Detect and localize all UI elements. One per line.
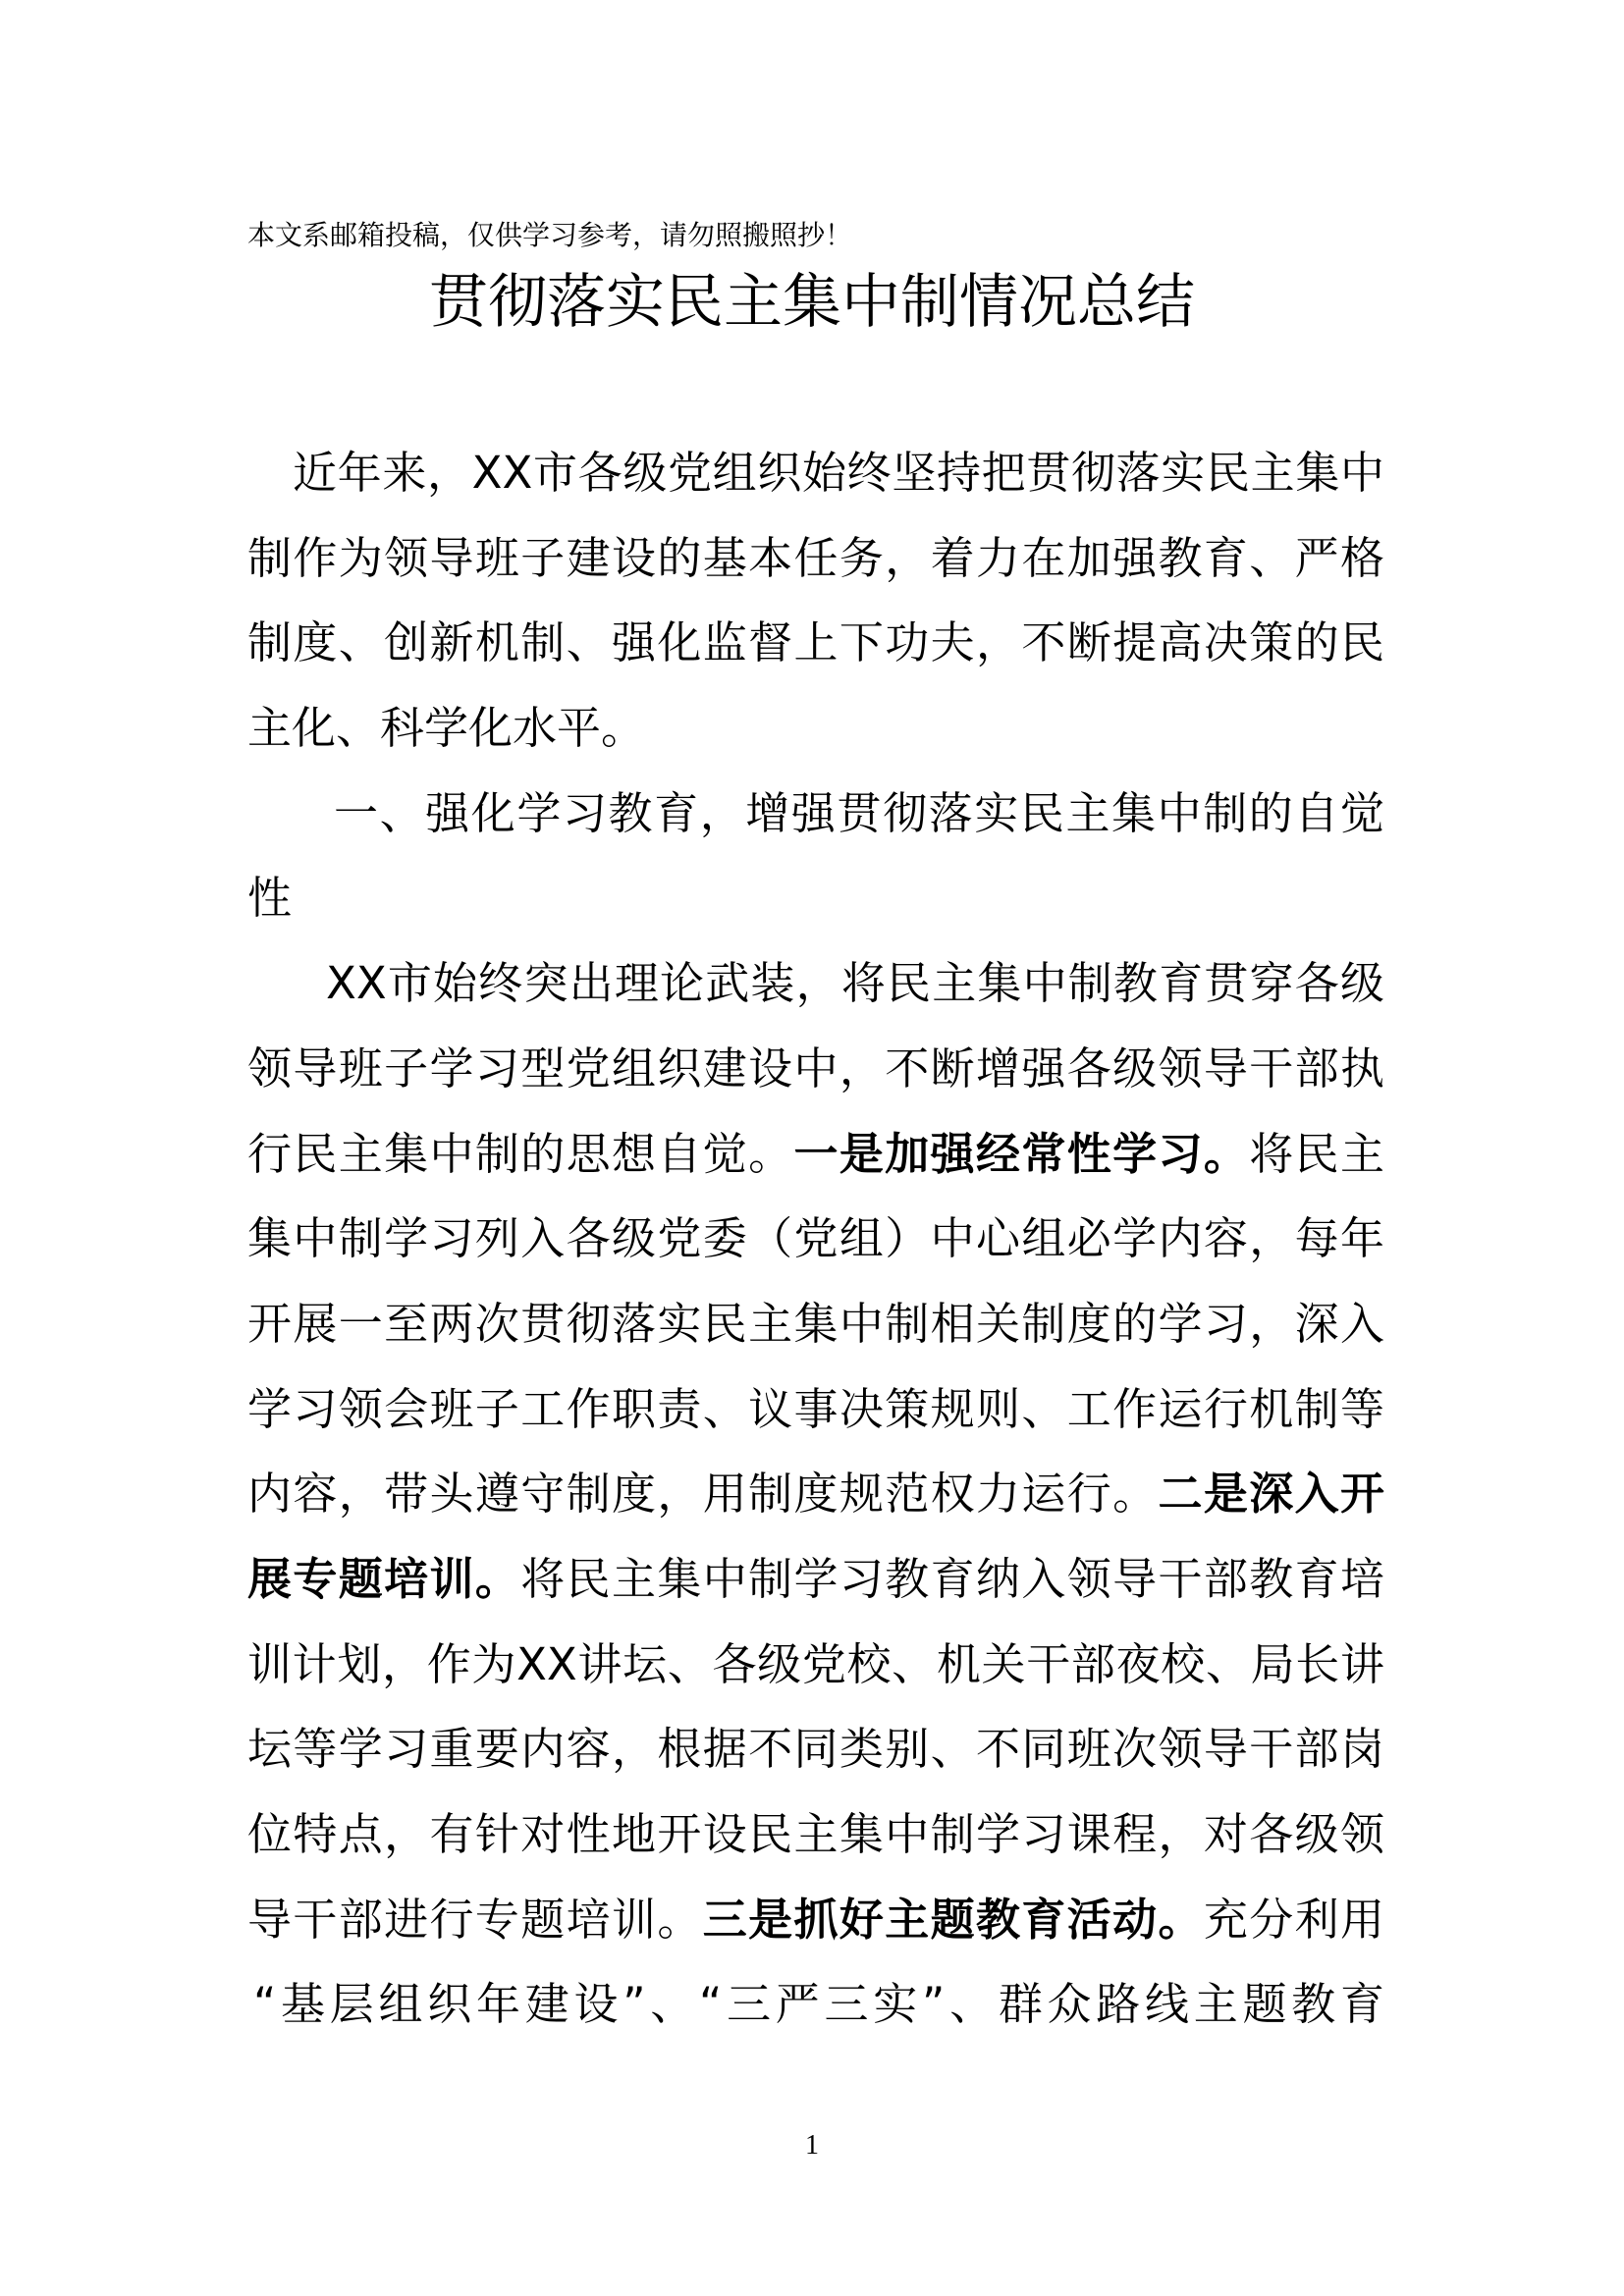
text-segment: 内容，带头遵守制度，用制度规范权力运行。 [247, 1468, 1159, 1521]
text-line [247, 1197, 1384, 1282]
text-line [247, 856, 1384, 941]
text-line [247, 1282, 1384, 1367]
text-line [247, 1452, 1384, 1537]
text-segment: 主化、科学化水平。 [247, 702, 646, 755]
text-segment: 行民主集中制的思想自觉。 [247, 1127, 794, 1180]
text-line [247, 772, 1384, 857]
text-segment: 充分利用 [1203, 1893, 1384, 1946]
text-segment: 近年来，XX市各级党组织始终坚持把贯彻落实民主集中 [293, 447, 1384, 499]
text-segment: 将民主集中制学习教育纳入领导干部教育培 [520, 1552, 1384, 1605]
text-line [247, 1367, 1384, 1453]
text-segment: 性 [247, 872, 293, 925]
text-segment: 导干部进行专题培训。 [247, 1893, 703, 1946]
text-segment: 开展一至两次贯彻落实民主集中制相关制度的学习，深入 [247, 1297, 1384, 1350]
text-line [247, 1623, 1384, 1708]
text-segment: 训计划，作为XX讲坛、各级党校、机关干部夜校、局长讲 [247, 1637, 1384, 1690]
bold-text: 展专题培训。 [247, 1552, 521, 1605]
text-line [247, 431, 1384, 516]
text-segment: “基层组织年建设”、“三严三实”、群众路线主题教育 [253, 1978, 1384, 2031]
text-line [247, 1962, 1384, 2048]
text-segment: 学习领会班子工作职责、议事决策规则、工作运行机制等 [247, 1382, 1384, 1435]
text-segment: 制度、创新机制、强化监督上下功夫，不断提高决策的民 [247, 616, 1384, 669]
text-segment: 将民主 [1249, 1127, 1384, 1180]
text-segment: 位特点，有针对性地开设民主集中制学习课程，对各级领 [247, 1808, 1384, 1860]
bold-text: 三是抓好主题教育活动。 [702, 1893, 1204, 1946]
header-note: 本文系邮箱投稿，仅供学习参考，请勿照搬照抄！ [247, 219, 853, 251]
text-line [247, 516, 1384, 602]
text-line [247, 1112, 1384, 1198]
text-line [247, 1792, 1384, 1878]
bold-text: 二是深入开 [1158, 1468, 1384, 1521]
text-line [247, 1707, 1384, 1792]
text-line [247, 601, 1384, 686]
bold-text: 一是加强经常性学习。 [793, 1127, 1250, 1180]
document-title: 贯彻落实民主集中制情况总结 [429, 268, 1195, 337]
text-segment: XX市始终突出理论武装，将民主集中制教育贯穿各级 [326, 957, 1384, 1010]
text-segment: 一、强化学习教育，增强贯彻落实民主集中制的自觉 [334, 786, 1384, 839]
page-number: 1 [805, 2130, 819, 2161]
text-line [247, 1027, 1384, 1112]
text-line [247, 1537, 1384, 1623]
document-body [247, 431, 1384, 2048]
text-segment: 制作为领导班子建设的基本任务，着力在加强教育、严格 [247, 531, 1384, 584]
text-segment: 领导班子学习型党组织建设中，不断增强各级领导干部执 [247, 1041, 1384, 1095]
text-line [247, 941, 1384, 1027]
text-segment: 坛等学习重要内容，根据不同类别、不同班次领导干部岗 [247, 1723, 1384, 1776]
text-line [247, 1878, 1384, 1963]
text-segment: 集中制学习列入各级党委（党组）中心组必学内容，每年 [247, 1212, 1384, 1265]
text-line [247, 686, 1384, 772]
